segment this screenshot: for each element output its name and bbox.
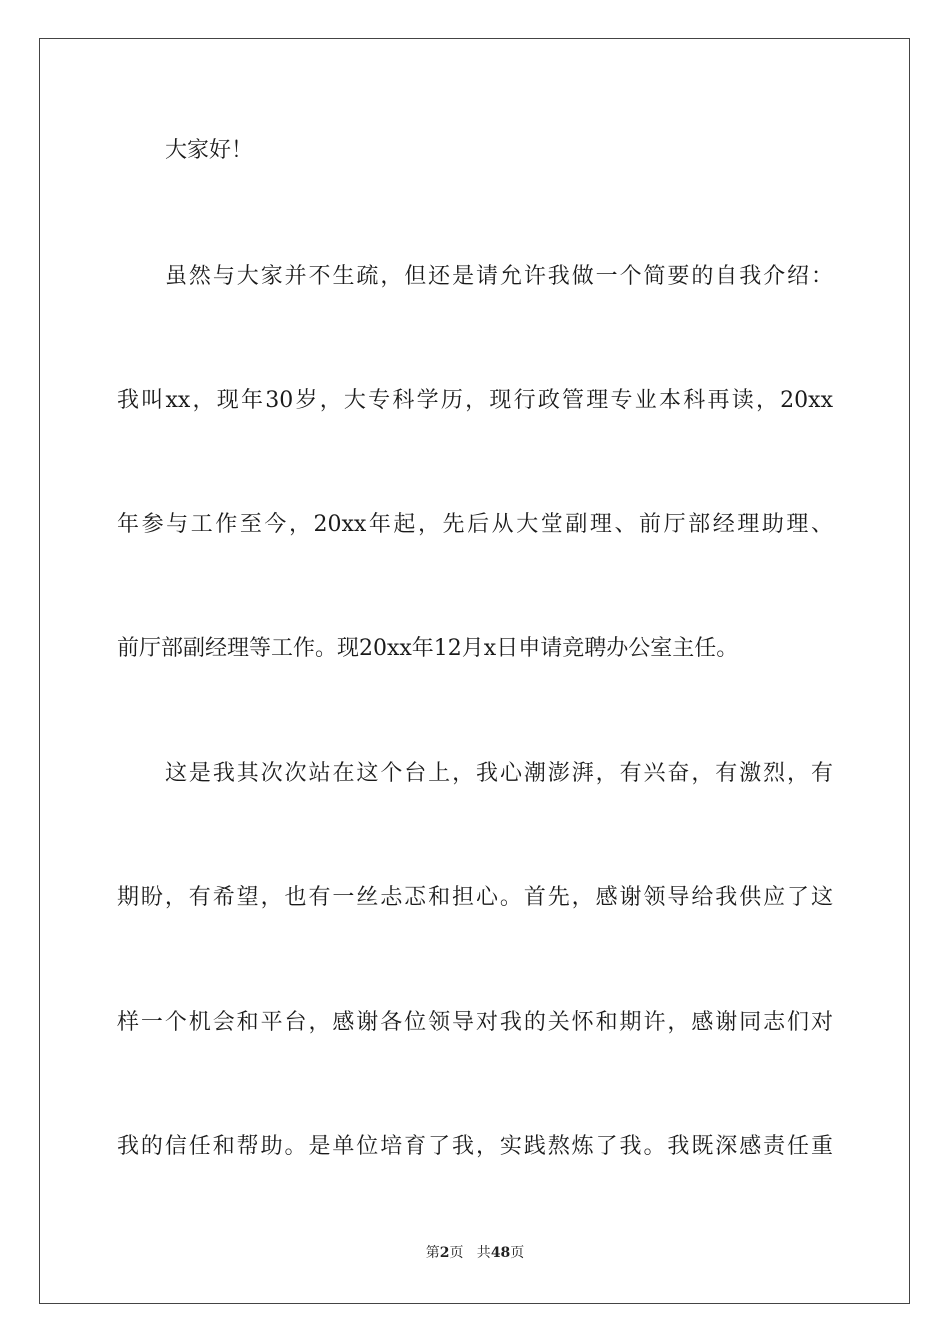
paragraph-line: 我叫xx，现年30岁，大专科学历，现行政管理专业本科再读，20xx — [117, 388, 833, 413]
page-frame — [39, 38, 910, 1304]
page-footer — [0, 1243, 950, 1263]
page-prefix: 第 — [425, 1245, 440, 1261]
page-suffix: 页 — [510, 1245, 525, 1261]
paragraph-line: 年参与工作至今，20xx年起，先后从大堂副理、前厅部经理助理、 — [117, 512, 833, 537]
paragraph-line: 虽然与大家并不生疏，但还是请允许我做一个简要的自我介绍： — [165, 264, 833, 289]
page-mid: 页 共 — [449, 1245, 491, 1261]
page-current: 2 — [439, 1245, 450, 1261]
paragraph-line: 前厅部副经理等工作。现20xx年12月x日申请竞聘办公室主任。 — [117, 636, 739, 661]
paragraph-line: 这是我其次次站在这个台上，我心潮澎湃，有兴奋，有激烈，有 — [165, 761, 833, 786]
paragraph-line: 期盼，有希望，也有一丝忐忑和担心。首先，感谢领导给我供应了这 — [117, 885, 833, 910]
paragraph-line: 我的信任和帮助。是单位培育了我，实践熬炼了我。我既深感责任重 — [117, 1134, 833, 1159]
paragraph-line: 样一个机会和平台，感谢各位领导对我的关怀和期许，感谢同志们对 — [117, 1010, 833, 1035]
page-total: 48 — [490, 1245, 511, 1261]
greeting-line: 大家好！ — [165, 138, 254, 163]
